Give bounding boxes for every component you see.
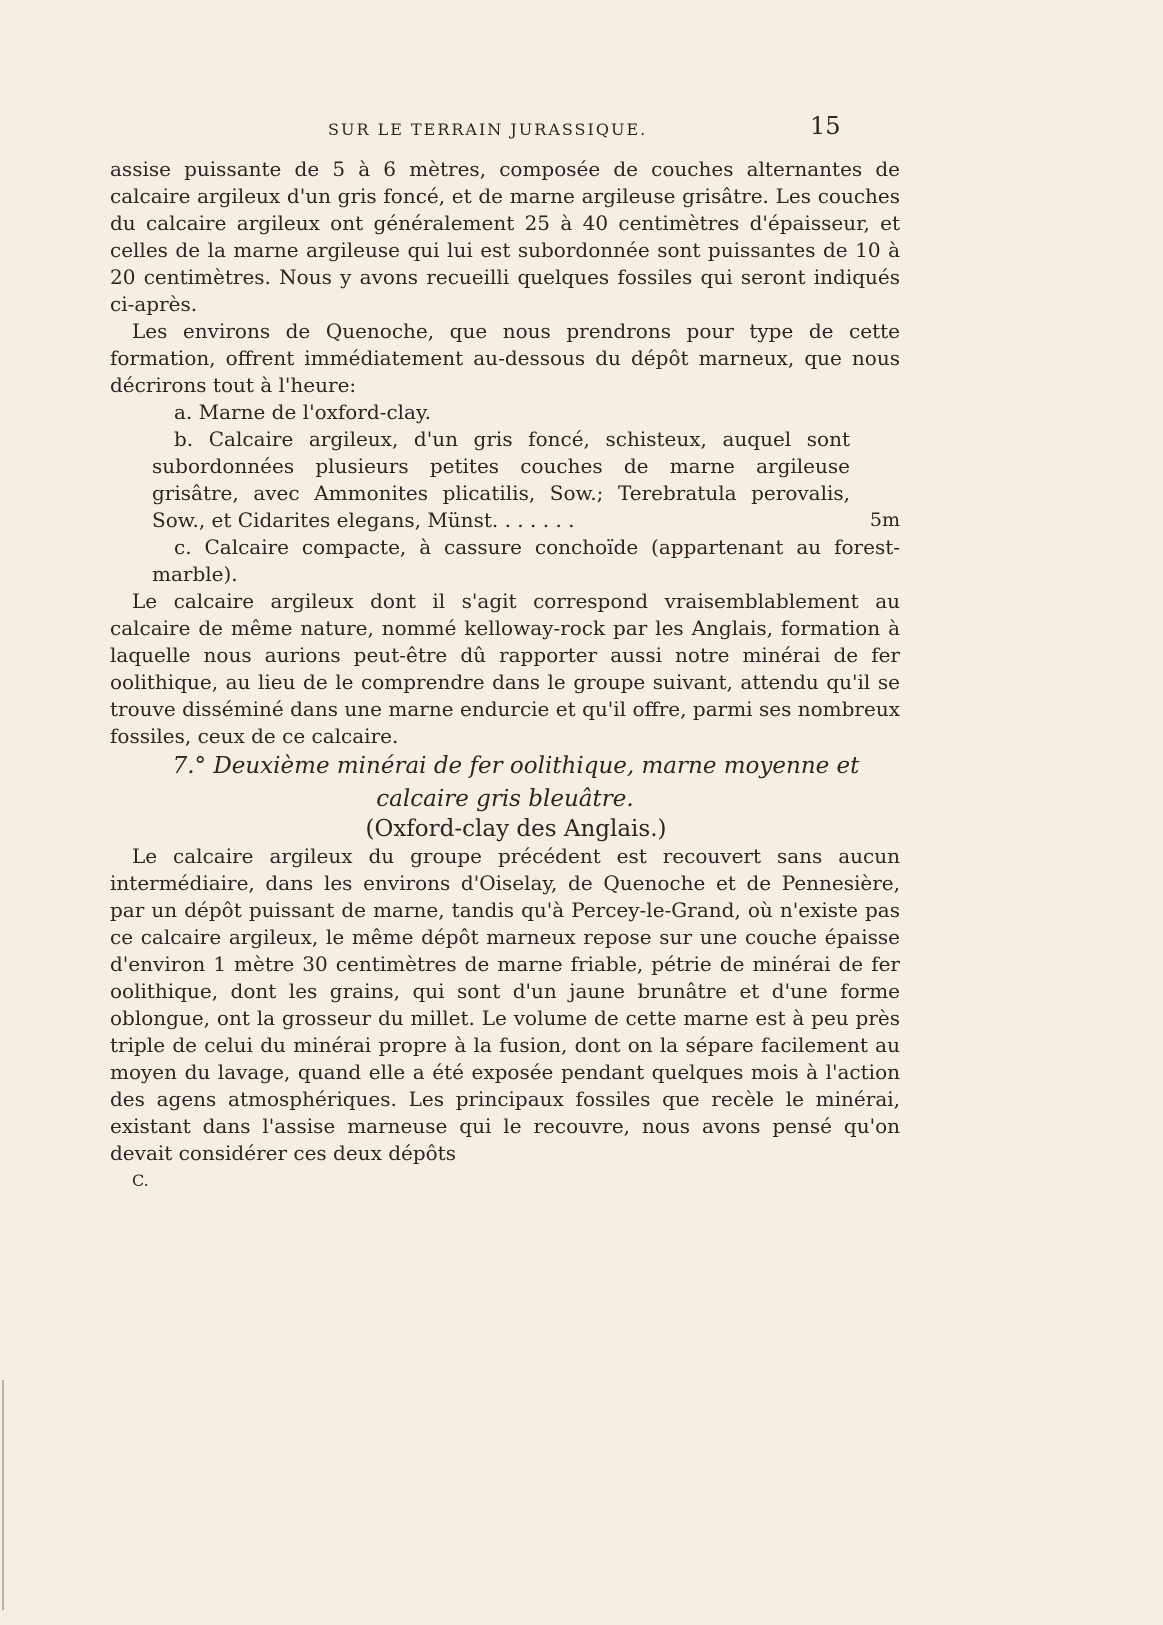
- list-item-a: a. Marne de l'oxford-clay.: [174, 400, 431, 424]
- page-body: [110, 156, 900, 1194]
- thickness-measure: 5m: [869, 509, 900, 531]
- page-edge: [2, 1380, 4, 1610]
- section-title: 7.° Deuxième minérai de fer oolithique, marne moyenne et calcaire gris bleuâtre.: [172, 753, 860, 812]
- paragraph-1: assise puissante de 5 à 6 mètres, composée de couches alternantes de calcaire argileux d'un gris foncé, et de marne argileuse grisâtre. Les couches du calcaire argileux ont généralement 25 à 40 centimètres d'épaisseur, et celles de la marne argileuse qui lui est subordonnée sont puissantes de 10 à 20 centimètres. Nous y avons recueilli quelques fossiles qui seront indiqués ci-après.: [110, 157, 900, 316]
- signature-mark: C.: [132, 1171, 149, 1190]
- paragraph-4: Le calcaire argileux du groupe précédent est recouvert sans aucun intermédiaire, dans les environs d'Oiselay, de Quenoche et de Pennesière, par un dépôt puissant de marne, tandis qu'à Percey-le-Grand, où n'existe pas ce calcaire argileux, le même dépôt marneux repose sur une couche épaisse d'environ 1 mètre 30 centimètres de marne friable, pétrie de minérai de fer oolithique, dont les grains, qui sont d'un jaune brunâtre et d'une forme oblongue, ont la grosseur du millet. Le volume de cette marne est à peu près triple de celui du minérai propre à la fusion, dont on la sépare facilement au moyen du lavage, quand elle a été exposée pendant quelques mois à l'action des agens atmosphériques. Les principaux fossiles que recèle le minérai, existant dans l'assise marneuse qui le recouvre, nous avons pensé qu'on devait considérer ces deux dépôts: [110, 844, 900, 1165]
- section-subtitle: (Oxford-clay des Anglais.): [365, 816, 667, 842]
- list-item-c: c. Calcaire compacte, à cassure conchoïde (appartenant au forest-marble).: [152, 535, 900, 586]
- list-item-b-wrap: [110, 426, 900, 534]
- list-item-b: b. Calcaire argileux, d'un gris foncé, schisteux, auquel sont subordonnées plusieurs petites couches de marne argileuse grisâtre, avec Ammonites plicatilis, Sow.; Terebratula perovalis, Sow., et Cidarites elegans, Münst. . . . . . .: [152, 427, 850, 532]
- paragraph-3: Le calcaire argileux dont il s'agit correspond vraisemblablement au calcaire de même nature, nommé kelloway-rock par les Anglais, formation à laquelle nous aurions peut-être dû rapporter aussi notre minérai de fer oolithique, au lieu de le comprendre dans le groupe suivant, attendu qu'il se trouve disséminé dans une marne endurcie et qu'il offre, parmi ses nombreux fossiles, ceux de ce calcaire.: [110, 589, 900, 748]
- page-number: 15: [810, 112, 841, 140]
- paragraph-2: Les environs de Quenoche, que nous prendrons pour type de cette formation, offrent immédiatement au-dessous du dépôt marneux, que nous décrirons tout à l'heure:: [110, 319, 900, 397]
- running-title: SUR LE TERRAIN JURASSIQUE.: [328, 120, 648, 139]
